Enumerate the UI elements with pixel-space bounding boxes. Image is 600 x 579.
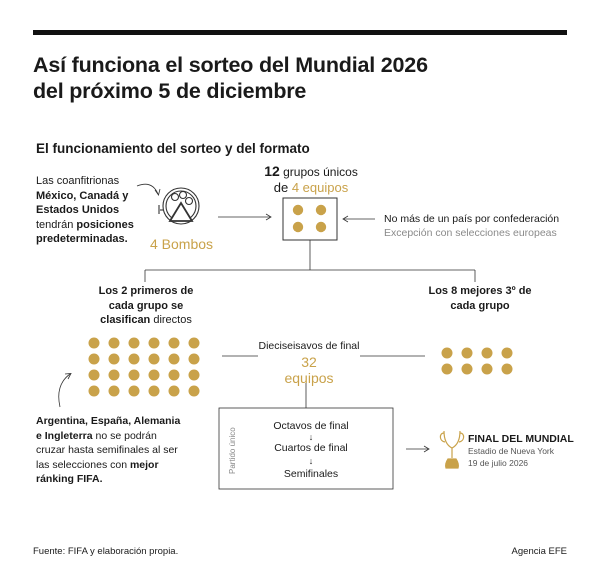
title-line-2: del próximo 5 de diciembre: [33, 79, 307, 103]
best3-dots: [442, 348, 513, 375]
trophy-icon: [440, 431, 463, 468]
footer-agency: Agencia EFE: [511, 546, 567, 557]
knockout-side-label: Partido único: [228, 427, 237, 474]
round-semis: Semifinales: [283, 468, 339, 480]
hosts-curved-arrow: [137, 184, 158, 194]
down-arrow-icon: ↓: [308, 456, 314, 466]
final-date: 19 de julio 2026: [468, 458, 529, 468]
bombo-icon: [159, 188, 199, 224]
top2-note: Los 2 primeros de cada grupo se clasifican directos: [98, 285, 194, 326]
down-arrow-icon: ↓: [308, 432, 314, 442]
round32-number: 32: [301, 354, 317, 370]
seeds-note: Argentina, España, Alemania e Ingleterra no se podrán cruzar hasta semifinales al ser las selecciones con mejor ránking FIFA.: [36, 415, 181, 485]
best3-note: Los 8 mejores 3º de cada grupo: [428, 285, 532, 312]
footer-source: Fuente: FIFA y elaboración propia.: [33, 546, 179, 557]
round32-block: [256, 340, 362, 386]
final-block: [468, 433, 574, 469]
confederation-note: No más de un país por confederación Excepción con selecciones europeas: [384, 213, 560, 239]
round32-teams: equipos: [284, 370, 334, 386]
round32-label: Dieciseisavos de final: [258, 340, 360, 352]
group-box: [283, 198, 337, 240]
final-title: FINAL DEL MUNDIAL: [468, 433, 574, 445]
groups-header: 12 grupos únicos de 4 equipos: [264, 163, 358, 195]
knockout-rounds: [238, 420, 384, 481]
round-octavos: Octavos de final: [273, 420, 349, 432]
round-cuartos: Cuartos de final: [274, 442, 348, 454]
final-venue: Estadio de Nueva York: [468, 446, 555, 456]
top2-dots: [89, 338, 200, 397]
section-subtitle: El funcionamiento del sorteo y del formato: [36, 141, 310, 156]
title-line-1: Así funciona el sorteo del Mundial 2026: [33, 53, 428, 77]
bombos-label: 4 Bombos: [150, 236, 214, 252]
hosts-note: Las coanfitrionas México, Canadá y Estados Unidos tendrán posiciones predeterminadas.: [36, 175, 134, 245]
